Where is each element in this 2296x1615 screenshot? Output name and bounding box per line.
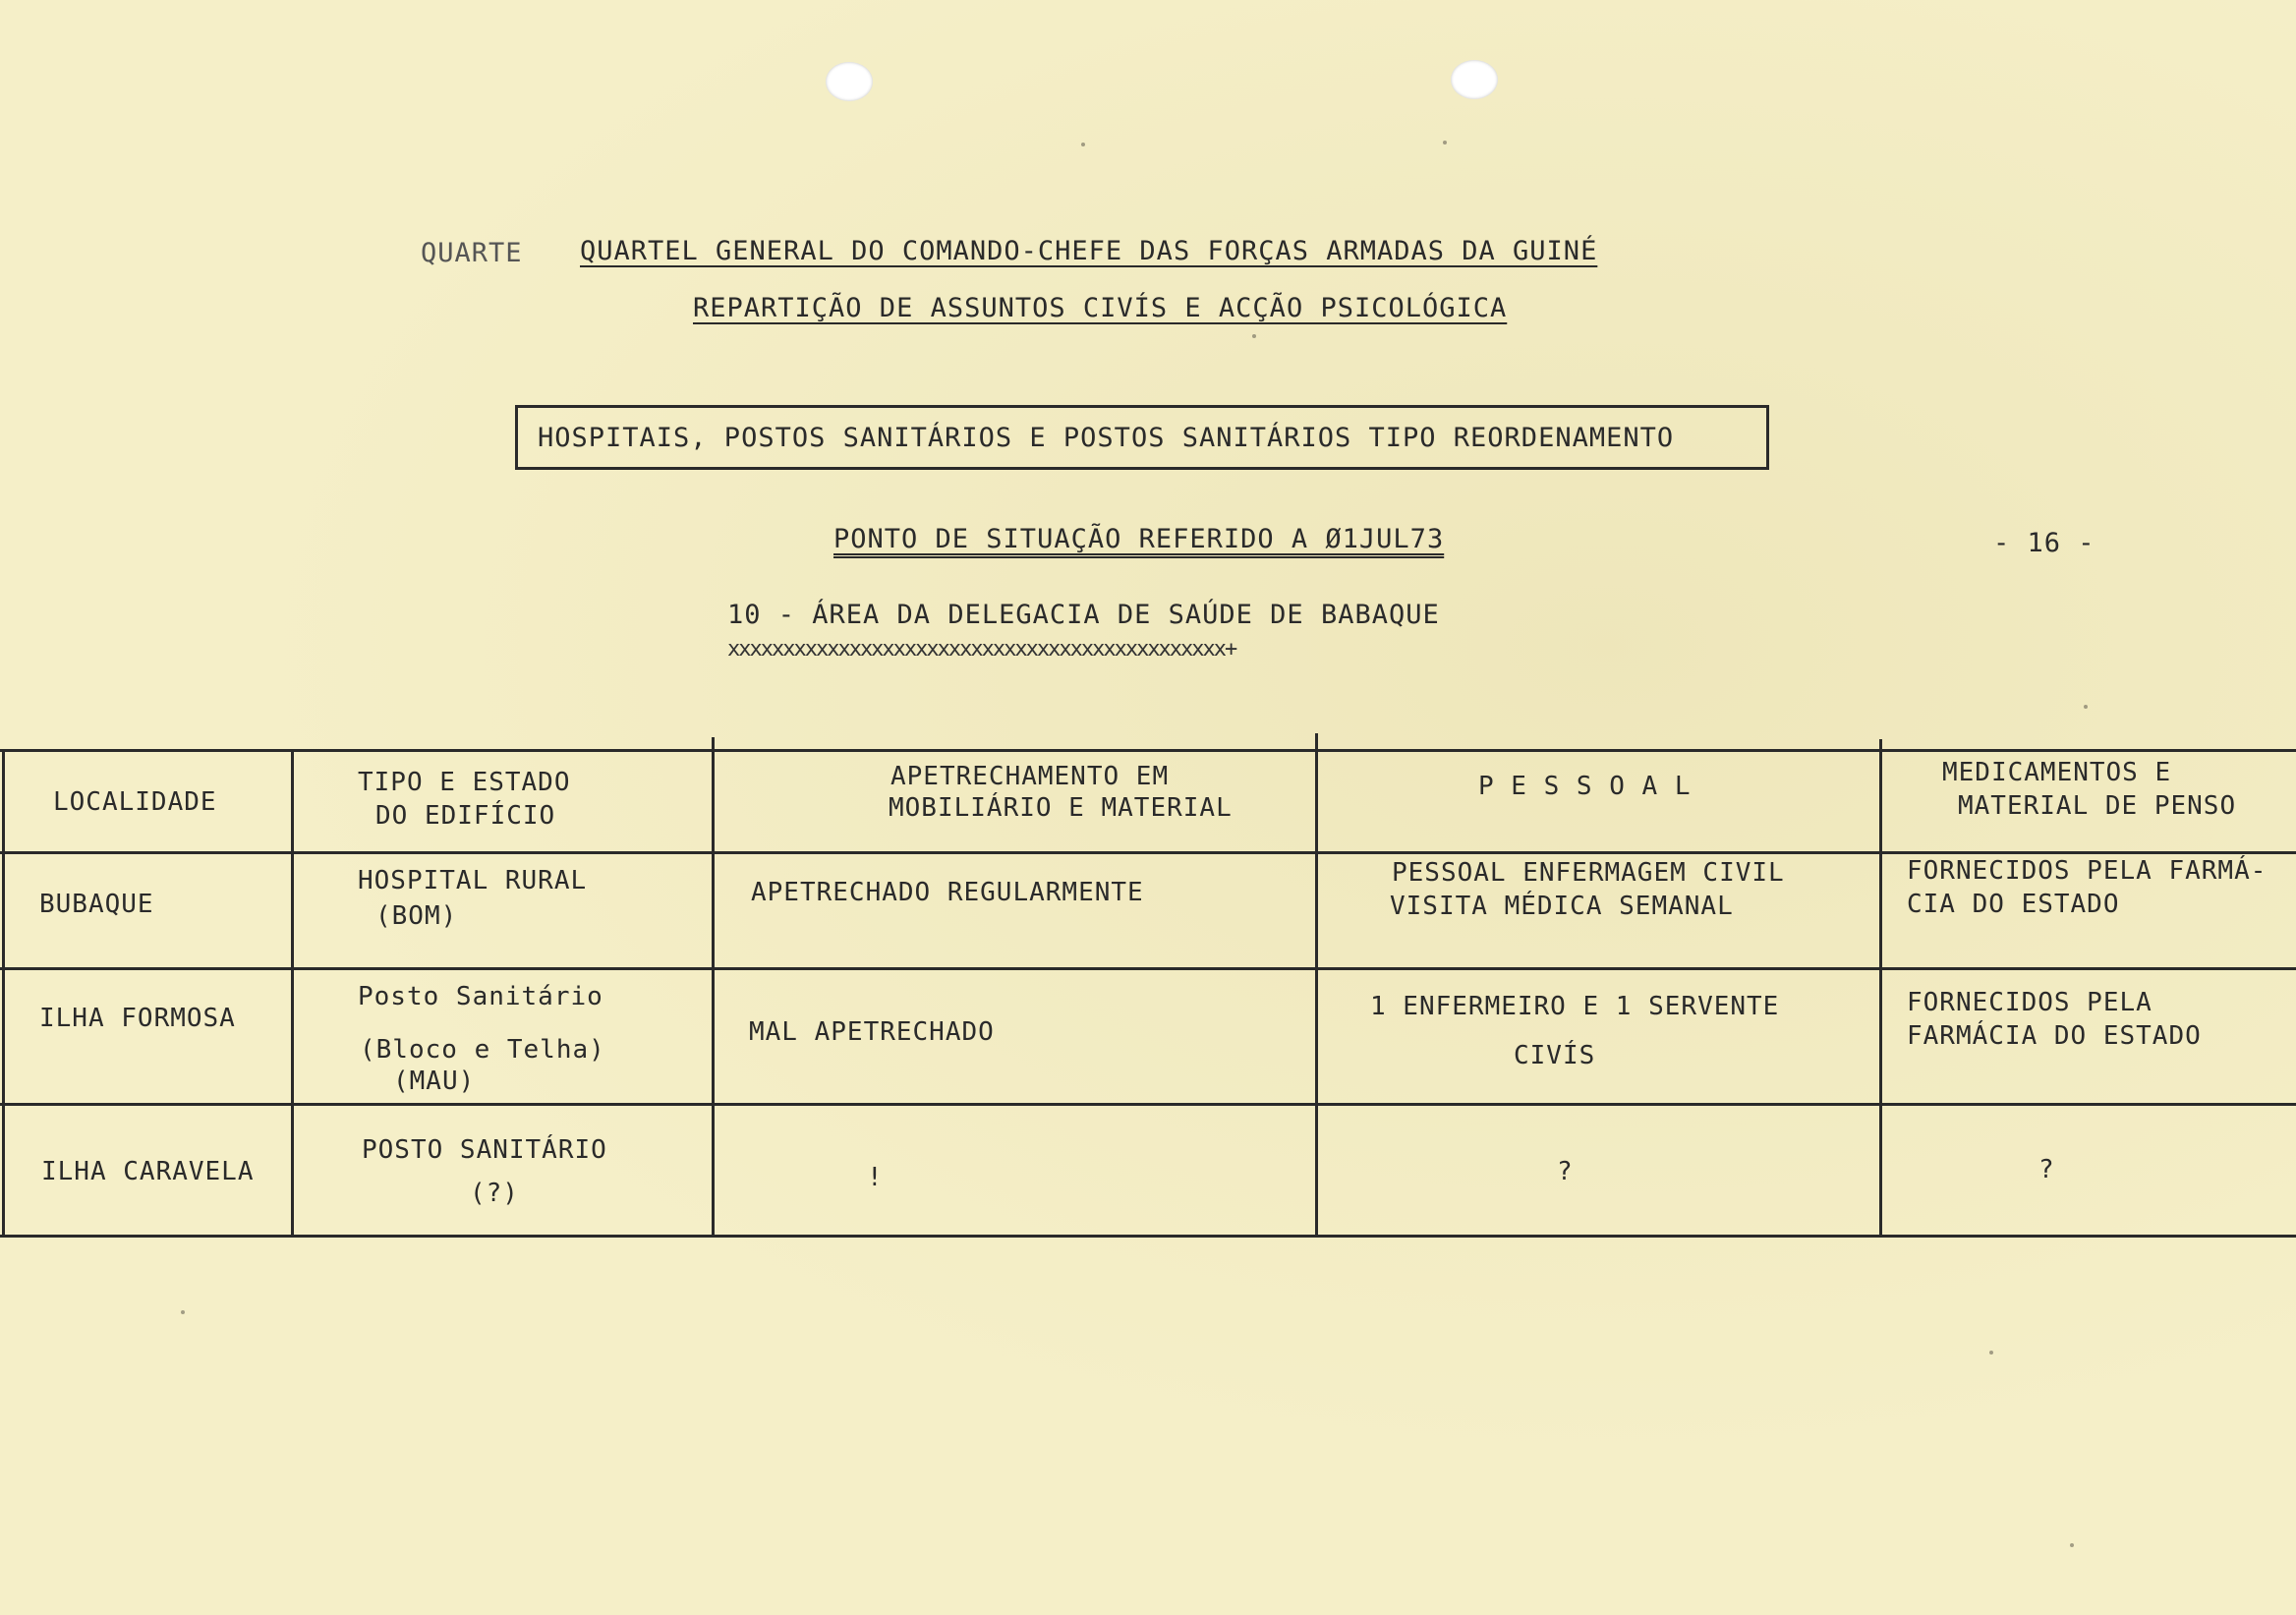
table-rule-row1	[0, 967, 2296, 970]
row2-pessoal-line1: 1 ENFERMEIRO E 1 SERVENTE	[1370, 992, 1780, 1021]
row2-medic-line2: FARMÁCIA DO ESTADO	[1907, 1021, 2202, 1051]
section-title: 10 - ÁREA DA DELEGACIA DE SAÚDE DE BABAQUE	[727, 600, 1440, 630]
row1-localidade: BUBAQUE	[39, 890, 154, 919]
header-medic-line2: MATERIAL DE PENSO	[1958, 791, 2237, 821]
row1-pessoal-line2: VISITA MÉDICA SEMANAL	[1390, 892, 1734, 921]
table-rule-row2	[0, 1103, 2296, 1106]
row3-medic: ?	[2038, 1155, 2055, 1184]
paper-speck	[181, 1310, 185, 1314]
row1-tipo-line2: (BOM)	[375, 901, 458, 931]
header-line-1: QUARTEL GENERAL DO COMANDO-CHEFE DAS FORÇAS ARMADAS DA GUINÉ	[580, 236, 1598, 266]
table-col-divider	[1315, 733, 1318, 1238]
header-struck-prefix: QUARTE	[421, 238, 523, 268]
header-pessoal: P E S S O A L	[1478, 772, 1692, 801]
row1-pessoal-line1: PESSOAL ENFERMAGEM CIVIL	[1392, 858, 1785, 888]
table-rule-top	[0, 749, 2296, 752]
row3-localidade: ILHA CARAVELA	[41, 1157, 255, 1186]
row2-medic-line1: FORNECIDOS PELA	[1907, 988, 2152, 1017]
row2-apetrech: MAL APETRECHADO	[749, 1017, 995, 1047]
table-col-divider	[2, 749, 5, 1238]
header-tipo-line2: DO EDIFÍCIO	[375, 801, 556, 831]
row3-tipo-line2: (?)	[470, 1179, 519, 1208]
header-line-2: REPARTIÇÃO DE ASSUNTOS CIVÍS E ACÇÃO PSICOLÓGICA	[693, 293, 1508, 323]
table-col-divider	[1879, 739, 1882, 1238]
row2-pessoal-line2: CIVÍS	[1514, 1041, 1596, 1070]
table-col-divider	[291, 749, 294, 1238]
title-box	[515, 405, 1769, 470]
page-number: - 16 -	[1993, 528, 2095, 558]
punch-hole-left	[826, 62, 873, 101]
row2-tipo-line3: (MAU)	[393, 1067, 476, 1096]
paper-speck	[2070, 1543, 2074, 1547]
section-title-underline: xxxxxxxxxxxxxxxxxxxxxxxxxxxxxxxxxxxxxxxxxxxxx+	[727, 637, 1236, 662]
title-box-text: HOSPITAIS, POSTOS SANITÁRIOS E POSTOS SANITÁRIOS TIPO REORDENAMENTO	[538, 422, 1675, 453]
punch-hole-right	[1451, 60, 1498, 99]
row2-tipo-line1: Posto Sanitário	[358, 982, 603, 1011]
facilities-table	[0, 749, 2296, 1239]
row3-tipo-line1: POSTO SANITÁRIO	[362, 1135, 607, 1165]
paper-speck	[2084, 705, 2088, 709]
paper-speck	[1443, 141, 1447, 144]
table-rule-bottom	[0, 1235, 2296, 1238]
paper-speck	[1081, 143, 1085, 146]
header-medic-line1: MEDICAMENTOS E	[1942, 758, 2172, 787]
header-apetrech-line2: MOBILIÁRIO E MATERIAL	[889, 793, 1233, 823]
header-localidade: LOCALIDADE	[53, 787, 217, 817]
row3-apetrech: !	[867, 1163, 884, 1192]
paper-speck	[1252, 334, 1256, 338]
table-col-divider	[712, 737, 715, 1238]
paper-speck	[1989, 1351, 1993, 1355]
row3-pessoal: ?	[1557, 1157, 1574, 1186]
row1-tipo-line1: HOSPITAL RURAL	[358, 866, 588, 895]
row2-tipo-line2: (Bloco e Telha)	[360, 1035, 605, 1065]
row1-medic-line2: CIA DO ESTADO	[1907, 890, 2120, 919]
row2-localidade: ILHA FORMOSA	[39, 1004, 236, 1033]
row1-apetrech: APETRECHADO REGULARMENTE	[751, 878, 1144, 907]
status-line: PONTO DE SITUAÇÃO REFERIDO A Ø1JUL73	[833, 524, 1445, 554]
row1-medic-line1: FORNECIDOS PELA FARMÁ-	[1907, 856, 2267, 886]
header-apetrech-line1: APETRECHAMENTO EM	[890, 762, 1170, 791]
header-tipo-line1: TIPO E ESTADO	[358, 768, 571, 797]
